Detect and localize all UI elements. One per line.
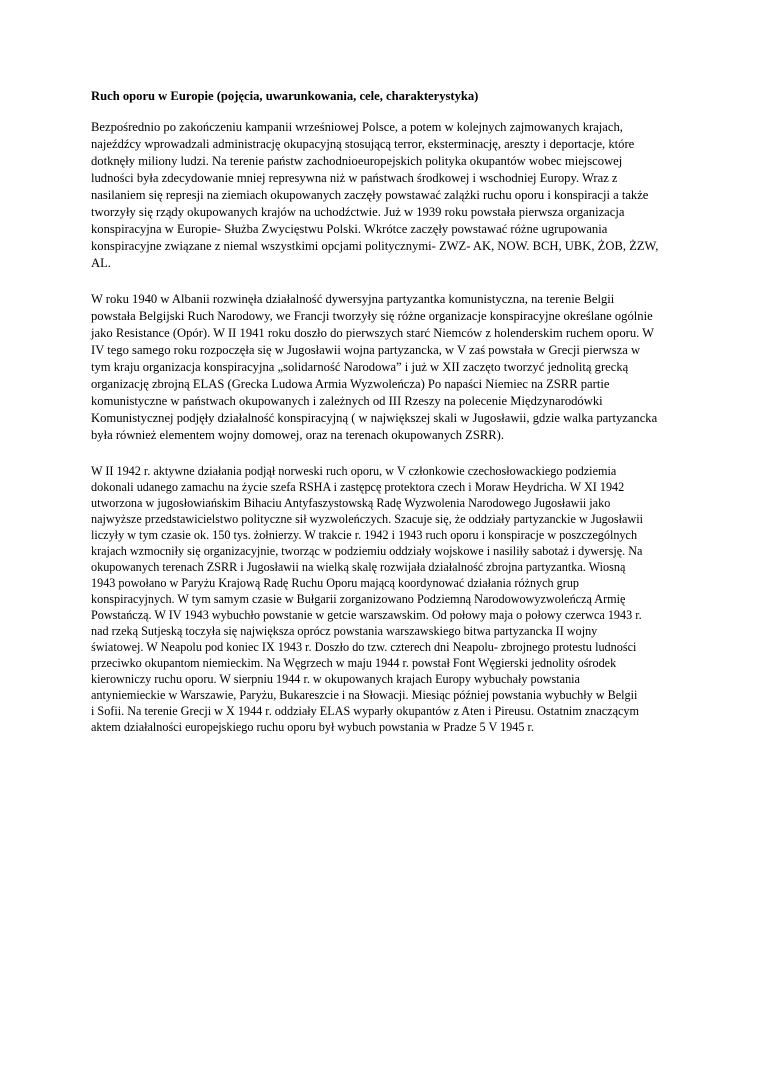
paragraph [91, 463, 674, 735]
paragraph-line: była również elementem wojny domowej, oraz na terenach okupowanych ZSRR). [91, 428, 505, 442]
paragraph-line: i Sofii. Na terenie Grecji w X 1944 r. oddziały ELAS wyparły okupantów z Aten i Pireusu. Ostatnim znaczącym [91, 704, 639, 718]
paragraph-line: Bezpośrednio po zakończeniu kampanii wrześniowej Polsce, a potem w kolejnych zajmowanych krajach, [91, 120, 623, 134]
paragraph-line: W roku 1940 w Albanii rozwinęła działalność dywersyjna partyzantka komunistyczna, na terenie Belgii [91, 292, 615, 306]
paragraph [91, 119, 674, 272]
paragraph-line: utworzona w jugosłowiańskim Bihaciu Antyfaszystowską Radę Wyzwolenia Narodowego Jugosławii jako [91, 496, 611, 510]
document-body [91, 119, 674, 735]
paragraph-line: jako Resistance (Opór). W II 1941 roku doszło do pierwszych starć Niemców z holenderskim ruchem oporu. W [91, 326, 655, 340]
paragraph-line: organizację zbrojną ELAS (Grecka Ludowa Armia Wyzwoleńcza) Po napaści Niemiec na ZSRR partie [91, 377, 610, 391]
paragraph-line: nasilaniem się represji na ziemiach okupowanych zaczęły powstawać zalążki ruchu oporu i konspiracji a także [91, 188, 649, 202]
paragraph-line: IV tego samego roku rozpoczęła się w Jugosławii wojna partyzancka, w V zaś powstała w Grecji pierwsza w [91, 343, 641, 357]
document-title: Ruch oporu w Europie (pojęcia, uwarunkowania, cele, charakterystyka) [91, 89, 479, 103]
paragraph-line: najeźdźcy wprowadzali administrację okupacyjną stosującą terror, eksterminację, aresztу i deportacje, które [91, 137, 635, 151]
paragraph [91, 291, 674, 444]
paragraph-line: aktem działalności europejskiego ruchu oporu był wybuch powstania w Pradze 5 V 1945 r. [91, 720, 534, 734]
paragraph-line: dokonali udanego zamachu na życie szefa RSHA i zastępcę protektora czech i Moraw Heydricha. W XI 1942 [91, 480, 625, 494]
paragraph-line: Komunistycznej podjęły działalność konspiracyjną ( w największej skali w Jugosławii, gdzie walka partyzancka [91, 411, 658, 425]
paragraph-line: powstała Belgijski Ruch Narodowy, we Francji tworzyły się różne organizacje konspiracyjne określane ogólnie [91, 309, 653, 323]
paragraph-line: tym kraju organizacja konspiracyjna „solidarność Narodowa” i już w XII zaczęto tworzyć jednolitą grecką [91, 360, 629, 374]
paragraph-line: antyniemieckie w Warszawie, Paryżu, Bukareszcie i na Słowacji. Miesiąc później powstania wybuchły w Belgii [91, 688, 638, 702]
paragraph-line: AL. [91, 256, 111, 270]
paragraph-line: konspiracyjnych. W tym samym czasie w Bułgarii zorganizowano Podziemną Narodowowyzwoleńczą Armię [91, 592, 626, 606]
paragraph-line: komunistyczne w państwach okupowanych i zależnych od III Rzeszy na polecenie Międzynarodówki [91, 394, 603, 408]
paragraph-line: ludności była zdecydowanie mniej represywna niż w państwach środkowej i wschodniej Europy. Wraz z [91, 171, 618, 185]
paragraph-line: Powstańczą. W IV 1943 wybuchło powstanie w getcie warszawskim. Od połowy maja o połowy czerwca 1943 r. [91, 608, 642, 622]
paragraph-line: 1943 powołano w Paryżu Krajową Radę Ruchu Oporu mającą koordynować działania różnych grup [91, 576, 580, 590]
paragraph-line: okupowanych terenach ZSRR i Jugosławii na wielką skalę rozwijała działalność zbrojna partyzantka. Wiosną [91, 560, 626, 574]
paragraph-line: światowej. W Neapolu pod koniec IX 1943 r. Doszło do tzw. czterech dni Neapolu- zbrojnego protestu ludności [91, 640, 637, 654]
paragraph-line: krajach wzmocniły się organizacyjnie, tworząc w podziemiu oddziały wojskowe i nasiliły sabotaż i dywersję. Na [91, 544, 643, 558]
paragraph-line: dotknęły miliony ludzi. Na terenie państw zachodnioeuropejskich polityka okupantów wobec miejscowej [91, 154, 623, 168]
document-page [91, 88, 674, 754]
paragraph-line: W II 1942 r. aktywne działania podjął norweski ruch oporu, w V członkowie czechosłowackiego podziemia [91, 464, 617, 478]
paragraph-line: konspiracyjna w Europie- Służba Zwycięstwu Polski. Wkrótce zaczęły powstawać różne ugrupowania [91, 222, 608, 236]
paragraph-line: kierowniczy ruchu oporu. W sierpniu 1944 r. w okupowanych krajach Europy wybuchały powstania [91, 672, 580, 686]
paragraph-line: nad rzeką Sutjeską toczyła się największa oprócz powstania warszawskiego bitwa partyzancka II wojny [91, 624, 598, 638]
paragraph-line: tworzyły się rządy okupowanych krajów na uchodźctwie. Już w 1939 roku powstała pierwsza organizacja [91, 205, 625, 219]
paragraph-line: przeciwko okupantom niemieckim. Na Węgrzech w maju 1944 r. powstał Font Węgierski jednolity ośrodek [91, 656, 617, 670]
paragraph-line: konspiracyjne związane z niemal wszystkimi opcjami politycznymi- ZWZ- AK, NOW. BCH, UBK, ŻOB, ŻZW, [91, 239, 659, 253]
paragraph-line: liczyły w tym czasie ok. 150 tys. żołnierzy. W trakcie r. 1942 i 1943 ruch oporu i konspiracje w poszczególnych [91, 528, 638, 542]
paragraph-line: najwyższe przedstawicielstwo polityczne sił wyzwoleńczych. Szacuje się, że oddziały partyzanckie w Jugosławii [91, 512, 643, 526]
